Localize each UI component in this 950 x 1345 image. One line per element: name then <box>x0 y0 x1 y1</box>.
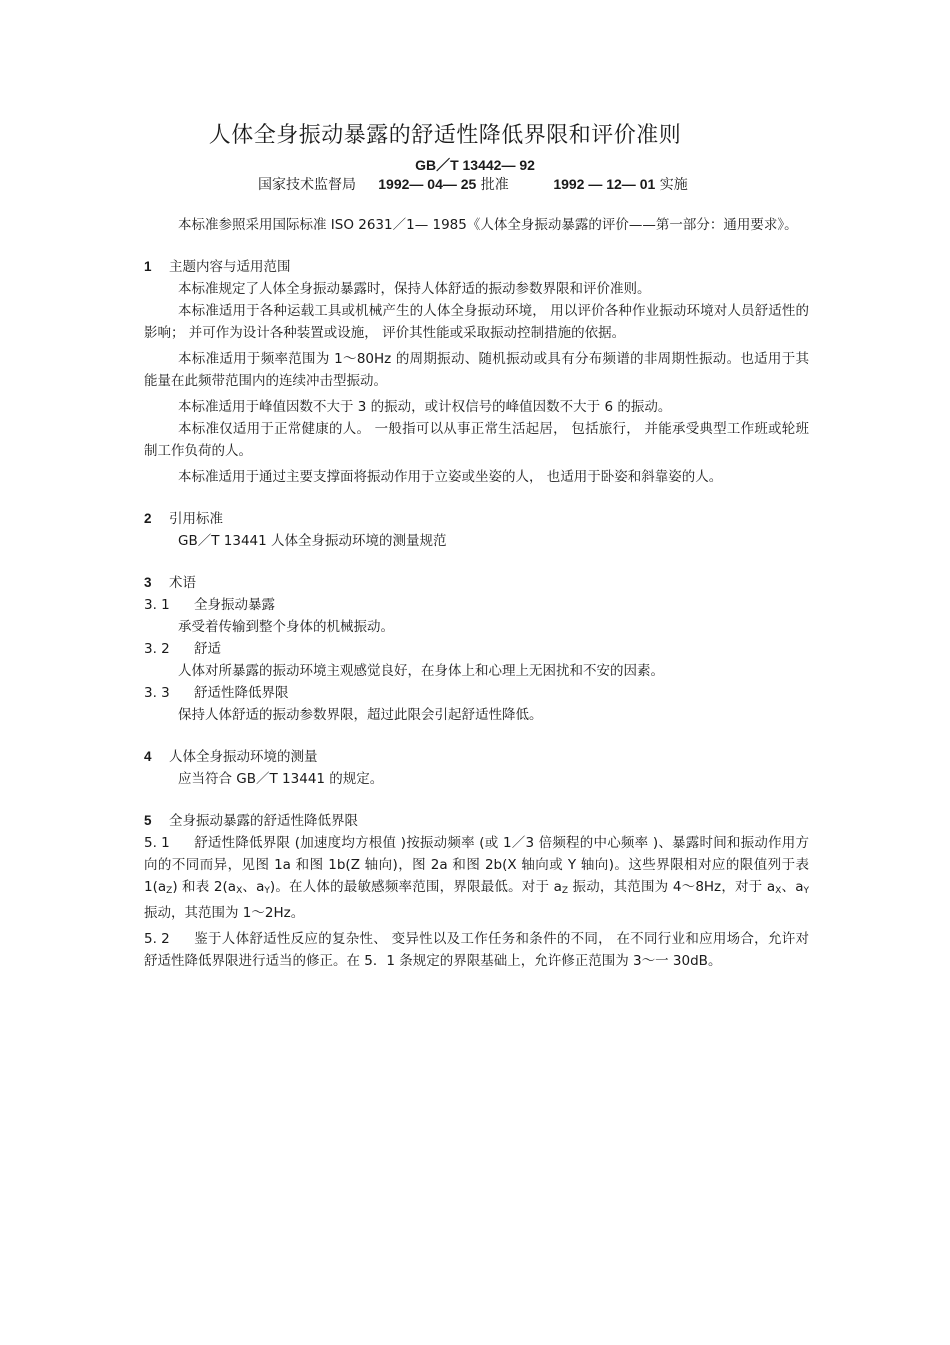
term-definition: 人体对所暴露的振动环境主观感觉良好，在身体上和心理上无困扰和不安的因素。 <box>178 663 664 679</box>
section-heading: 1 主题内容与适用范围 <box>144 259 291 275</box>
term-heading: 3. 3 舒适性降低界限 <box>144 685 289 701</box>
paragraph: 本标准仅适用于正常健康的人。 一般指可以从事正常生活起居， 包括旅行， 并能承受典型工作班或轮班制工作负荷的人。 <box>144 421 809 459</box>
document-title: 人体全身振动暴露的舒适性降低界限和评价准则 <box>208 123 682 148</box>
effective-label: 实施 <box>659 177 688 193</box>
section-1 <box>144 256 809 488</box>
paragraph: 应当符合 GB／T 13441 的规定。 <box>178 771 384 787</box>
section-5 <box>144 810 809 972</box>
section-2 <box>144 508 809 552</box>
issuing-authority: 国家技术监督局 <box>258 177 356 193</box>
section-heading: 3 术语 <box>144 575 196 591</box>
effective-date: 1992 — 12— 01 <box>553 176 656 192</box>
standard-number: GB／T 13442— 92 <box>415 157 535 173</box>
intro-section <box>144 214 809 236</box>
section-heading: 2 引用标准 <box>144 511 223 527</box>
approved-label: 批准 <box>480 177 509 193</box>
clause-5-2: 5. 2 鉴于人体舒适性反应的复杂性、 变异性以及工作任务和条件的不同， 在不同行业和应用场合，允许对舒适性降低界限进行适当的修正。在 5．1 条规定的界限基础上，允许修正范围为 3～一 30dB。 <box>144 931 809 969</box>
term-heading: 3. 1 全身振动暴露 <box>144 597 275 613</box>
document-body <box>144 214 809 972</box>
paragraph: 本标准适用于各种运载工具或机械产生的人体全身振动环境， 用以评价各种作业振动环境对人员舒适性的影响； 并可作为设计各种装置或设施， 评价其性能或采取振动控制措施的依据。 <box>144 303 809 341</box>
paragraph: 本标准适用于峰值因数不大于 3 的振动，或计权信号的峰值因数不大于 6 的振动。 <box>178 399 672 415</box>
clause-5-1: 5. 1 舒适性降低界限 (加速度均方根值 )按振动频率 (或 1／3 倍频程的中心频率 )、暴露时间和振动作用方向的不同而异，见图 1a 和图 1b(Z 轴向)，图 2a 和图 2b(X 轴向或 Y 轴向)。这些界限相对应的限值列于表 $1(a_Z)$ 和表 $2(a_X$、$a_Y$)。在人体的最敏感频率范围，界限最低。对于 $a_Z$ 振动，其范围为 4～8Hz，对于 $a_X$、$a_Y$ 振动，其范围为 1～2Hz。 <box>144 835 809 921</box>
paragraph: 本标准规定了人体全身振动暴露时，保持人体舒适的振动参数界限和评价准则。 <box>178 281 651 297</box>
intro-paragraph: 本标准参照采用国际标准 ISO 2631／1— 1985《人体全身振动暴露的评价——第一部分：通用要求》。 <box>178 217 798 233</box>
approval-line <box>258 174 688 194</box>
section-heading: 5 全身振动暴露的舒适性降低界限 <box>144 813 358 829</box>
term-definition: 保持人体舒适的振动参数界限，超过此限会引起舒适性降低。 <box>178 707 543 723</box>
paragraph: 本标准适用于通过主要支撑面将振动作用于立姿或坐姿的人， 也适用于卧姿和斜靠姿的人。 <box>178 469 723 485</box>
term-definition: 承受着传输到整个身体的机械振动。 <box>178 619 394 635</box>
term-heading: 3. 2 舒适 <box>144 641 221 657</box>
referenced-standard: GB／T 13441 人体全身振动环境的测量规范 <box>178 533 447 549</box>
approved-date: 1992— 04— 25 <box>378 176 477 192</box>
section-heading: 4 人体全身振动环境的测量 <box>144 749 318 765</box>
paragraph: 本标准适用于频率范围为 1～80Hz 的周期振动、随机振动或具有分布频谱的非周期性振动。也适用于其能量在此频带范围内的连续冲击型振动。 <box>144 351 809 389</box>
section-4 <box>144 746 809 790</box>
section-3 <box>144 572 809 726</box>
